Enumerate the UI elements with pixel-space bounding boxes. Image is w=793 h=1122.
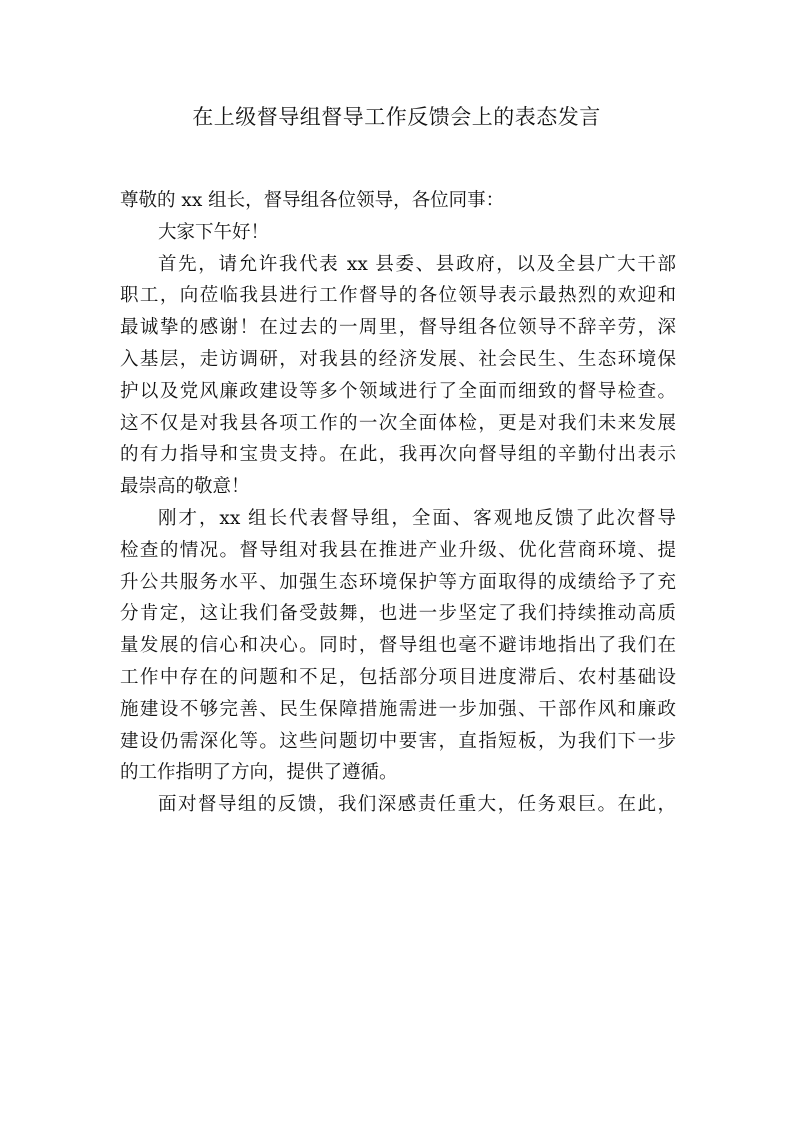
text-line: 最崇高的敬意！ [120,476,250,498]
text-line: 护以及党风廉政建设等多个领域进行了全面而细致的督导检查。 [120,380,676,402]
text-line: 首先，请允许我代表 xx 县委、县政府，以及全县广大干部 [158,253,676,275]
text-line: 职工，向莅临我县进行工作督导的各位领导表示最热烈的欢迎和 [120,285,676,307]
text-line: 建设仍需深化等。这些问题切中要害，直指短板，为我们下一步 [120,730,676,752]
text-line: 尊敬的 xx 组长，督导组各位领导，各位同事： [120,190,505,211]
text-line: 量发展的信心和决心。同时，督导组也毫不避讳地指出了我们在 [120,635,676,657]
text-line: 的有力指导和宝贵支持。在此，我再次向督导组的辛勤付出表示 [120,444,676,466]
text-line: 刚才，xx 组长代表督导组，全面、客观地反馈了此次督导 [158,507,676,529]
text-line: 的工作指明了方向，提供了遵循。 [120,762,398,784]
text-line: 大家下午好！ [158,221,270,243]
text-line: 工作中存在的问题和不足，包括部分项目进度滞后、农村基础设 [120,666,676,688]
document-title: 在上级督导组督导工作反馈会上的表态发言 [192,105,601,129]
text-line: 面对督导组的反馈，我们深感责任重大，任务艰巨。在此， [158,794,676,816]
text-line: 这不仅是对我县各项工作的一次全面体检，更是对我们未来发展 [120,412,676,434]
text-line: 最诚挚的感谢！在过去的一周里，督导组各位领导不辞辛劳，深 [120,317,676,339]
document-body [120,185,676,821]
text-line: 检查的情况。督导组对我县在推进产业升级、优化营商环境、提 [120,539,676,561]
text-line: 分肯定，这让我们备受鼓舞，也进一步坚定了我们持续推动高质 [120,603,676,625]
text-line: 施建设不够完善、民生保障措施需进一步加强、干部作风和廉政 [120,698,676,720]
text-line: 升公共服务水平、加强生态环境保护等方面取得的成绩给予了充 [120,571,676,593]
text-line: 入基层，走访调研，对我县的经济发展、社会民生、生态环境保 [120,348,676,370]
